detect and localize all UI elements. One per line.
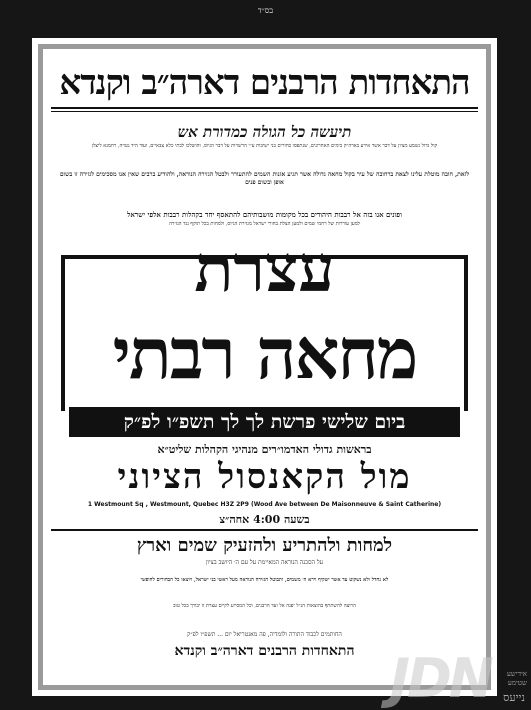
org-title-bottom: התאחדות הרבנים דארה״ב וקנדא [174,643,355,659]
poster-content [51,57,478,677]
jdn-watermark-logo: JDN [389,647,491,710]
paragraph-7: הרוצה להשתתף בהוצאות הנ״ל יפנה אל ועד הרבנים, וכל המסייע לקיים עצרת זו יבורך בכל טוב [173,603,356,609]
bsd-label: בס״ד [257,6,274,15]
paragraph-4: למען עוררות של רחמי שמים ולמען הצלת בחורי ישראל מגזירת הגיוס, ולמחות בכל תוקף נגד הגזירה [168,221,360,227]
title-atzeret: עצרת [194,232,335,307]
poster-border [38,44,491,690]
headline-fire: תיעשה כל הגולה כמדורת אש [177,123,352,141]
watermark-side-text: אידישע שטימע [506,670,527,687]
venue-address: 1 Westmount Sq , Westmount, Quebec H3Z 2P9 (Wood Ave between De Maisonneuve & Saint Catherine) [87,501,442,508]
event-time: בשעה 4:00 אחה״צ [219,513,310,526]
paragraph-3: ופונים אנו בזה אל רבבות היהודים בכל מקומות מושבותיהם להתאסף יחד בקהלות רבבות אלפי ישראל [127,210,402,219]
top-divider [51,107,478,109]
venue-title: מול הקאנסול הציוני [117,457,412,497]
signature-line: החותמים לכבוד התורה ולומדיה, פה מאנטריאל יום ... תשפ״ו לפ״ק [187,631,342,638]
top-divider-thin [51,111,478,112]
watermark-news-text: נייעס [503,691,525,704]
paragraph-5: על הסכנה הנוראה המאיימת על עם ה׳ היושב בציון [205,559,324,566]
paragraph-2: לזאת, חובה מוטלת עלינו לצאת ברחובה של עיר בקול מחאה גדולה אשר תגיע אזנות השמים להתעורר ולבטל הגזירה הנוראה, ולהודיע ברבים שאין אנו מסכימים לגזירה זו בשום אופן ובשום פנים [59,171,470,186]
paragraph-6: לא נחדל ולא נשקוט עד אשר ישקיף וירא ה׳ משמים, ותבוטל הגזירה הנוראה מעל ראשי בני ישראל, ויוצאו כל הבחורים לחופשי [140,577,389,583]
org-title-top: התאחדות הרבנים דארה״ב וקנדא [59,63,470,103]
leadership-line: בראשות גדולי האדמו״רים מנהיגי הקהלות שליט״א [157,443,372,456]
headline-protest-call: למחות ולהתריע ולהזעיק שמים וארץ [136,535,393,556]
date-bar: ביום שלישי פרשת לך לך תשפ״ו לפ״ק [69,407,460,437]
poster-frame [32,38,497,696]
title-protest: מחאה רבתי [112,312,417,395]
paragraph-1: קול גדול נשמע מציון על דבר אשר אירע בארה״ק בימים האחרונים, שנתפסו בחורים בני ישיבות ע״י הרשויות על דבר הגיוס, והושלכו לבתי כלא צבאיים, ועוד היד נטויה, רחמנא ליצלן [91,143,438,149]
mid-divider [51,529,478,531]
